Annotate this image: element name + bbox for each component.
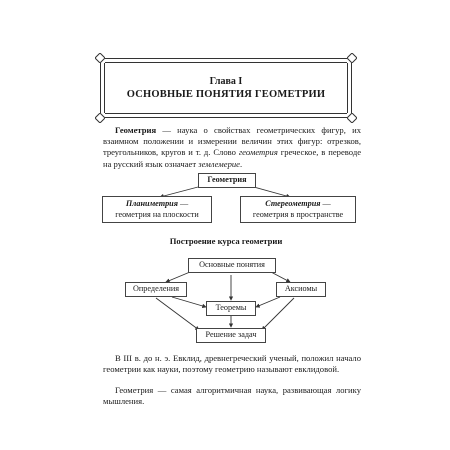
planimetry-term: Планиметрия bbox=[125, 199, 178, 208]
chapter-title: ОСНОВНЫЕ ПОНЯТИЯ ГЕОМЕТРИИ bbox=[126, 88, 326, 100]
corner-ornament-icon bbox=[347, 53, 357, 63]
box-geometry-label: Геометрия bbox=[207, 175, 247, 185]
definition-paragraph bbox=[103, 125, 361, 170]
box-problem-solving bbox=[196, 328, 266, 343]
arrow-axioms-to-problems bbox=[262, 298, 294, 330]
chapter-number: Глава I bbox=[209, 75, 243, 87]
theorems-label: Теоремы bbox=[215, 303, 247, 313]
planimetry-description: геометрия на плоскости bbox=[115, 209, 199, 219]
box-stereometry bbox=[240, 196, 356, 223]
chapter-header-frame bbox=[100, 58, 352, 118]
arrow-axioms-to-theorems bbox=[256, 297, 280, 307]
italic-word-geometry: геометрия bbox=[238, 147, 278, 158]
arrow-definitions-to-problems bbox=[156, 298, 199, 330]
italic-word-land-measuring: землемерие bbox=[198, 158, 240, 169]
stereometry-dash: — bbox=[320, 199, 331, 208]
arrow-basic-to-definitions bbox=[166, 272, 190, 282]
chapter-header bbox=[104, 62, 348, 114]
corner-ornament-icon bbox=[347, 113, 357, 123]
box-basic-concepts bbox=[188, 258, 276, 273]
course-structure-heading: Построение курса геометрии bbox=[169, 236, 283, 246]
definition-text-3: . bbox=[239, 158, 243, 169]
problem-solving-label: Решение задач bbox=[205, 330, 257, 340]
stereometry-term: Стереометрия bbox=[265, 199, 321, 208]
axioms-label: Аксиомы bbox=[284, 284, 318, 294]
box-planimetry bbox=[102, 196, 212, 223]
corner-ornament-icon bbox=[95, 53, 105, 63]
stereometry-heading bbox=[265, 199, 330, 210]
basic-concepts-label: Основные понятия bbox=[199, 260, 265, 270]
box-axioms bbox=[276, 282, 326, 297]
planimetry-heading bbox=[126, 199, 188, 210]
stereometry-description: геометрия в пространстве bbox=[252, 209, 344, 219]
definition-text-2: греческое, в переводе на русский язык означает bbox=[103, 147, 362, 169]
definitions-label: Определения bbox=[133, 284, 179, 294]
corner-ornament-icon bbox=[95, 113, 105, 123]
box-theorems bbox=[206, 301, 256, 316]
arrow-definitions-to-theorems bbox=[172, 297, 206, 307]
definition-text-1: — наука о свойствах геометрических фигур, их взаимном положении и измерении величин этих фигур: отрезков, треугольников, кругов и т. д. Слово bbox=[103, 125, 361, 158]
term-geometry: Геометрия bbox=[115, 125, 157, 135]
algorithmic-paragraph: Геометрия — самая алгоритмичная наука, развивающая логику мышления. bbox=[103, 385, 361, 407]
box-definitions bbox=[125, 282, 187, 297]
euclid-paragraph: В III в. до н. э. Евклид, древнегреческий ученый, положил начало геометрии как науки, поэтому геометрию называют евклидовой. bbox=[103, 353, 361, 375]
planimetry-dash: — bbox=[177, 199, 189, 208]
box-geometry bbox=[198, 173, 256, 188]
arrow-basic-to-axioms bbox=[271, 272, 290, 282]
